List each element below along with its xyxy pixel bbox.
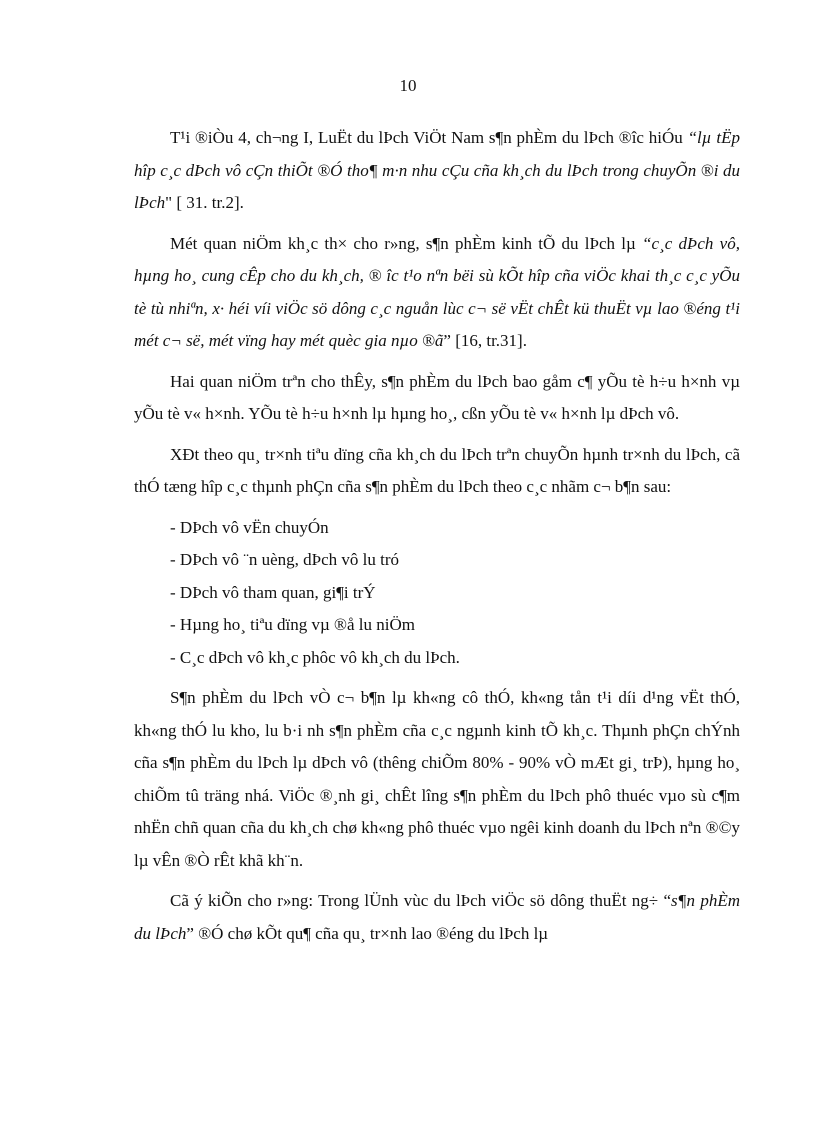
document-body (134, 122, 740, 958)
paragraph-characteristics: S¶n phÈm du lÞch vÒ c¬ b¶n lµ kh«ng cô thÓ, kh«ng tån t¹i díi d¹ng vËt thÓ, kh«ng thÓ lu kho, lu b·i nh s¶n phÈm cña c¸c ngµnh kinh tÕ kh¸c. Thµnh phÇn chÝnh cña s¶n phÈm du lÞch lµ dÞch vô (thêng chiÕm 80% - 90% vÒ mÆt gi¸ trÞ), hµng ho¸ chiÕm tû träng nhá. ViÖc ®¸nh gi¸ chÊt lîng s¶n phÈm du lÞch phô thuéc vµo sù c¶m nhËn chñ quan cña du kh¸ch chø kh«ng phô thuéc vµo ngêi kinh doanh du lÞch nªn ®©y lµ vÊn ®Ò rÊt khã kh¨n. (134, 688, 740, 870)
paragraph-text: T¹i ®iÒu 4, ch¬ng I, LuËt du lÞch ViÖt Nam s¶n phÈm du lÞch ®îc hiÓu (170, 128, 688, 147)
list-item: - C¸c dÞch vô kh¸c phôc vô kh¸ch du lÞch. (170, 647, 460, 667)
page-number: 10 (399, 76, 417, 95)
paragraph-other-view (134, 228, 740, 358)
paragraph-components-intro: XÐt theo qu¸ tr×nh tiªu dïng cña kh¸ch du lÞch trªn chuyÕn hµnh tr×nh du lÞch, cã thÓ tæng hîp c¸c thµnh phÇn cña s¶n phÈm du lÞch theo c¸c nhãm c¬ b¶n sau: (134, 444, 740, 496)
quoted-definition: “lµ tËp hîp c¸c dÞch vô cÇn thiÕt ®Ó tho¶ m·n nhu cÇu cña kh¸ch du lÞch trong chuyÕn ®i du lÞch (134, 128, 740, 212)
paragraph-text: ” ®Ó chø kÕt qu¶ cña qu¸ tr×nh lao ®éng du lÞch lµ (186, 923, 549, 943)
paragraph-summary: Hai quan niÖm trªn cho thÊy, s¶n phÈm du lÞch bao gåm c¶ yÕu tè h÷u h×nh vµ yÕu tè v« h×nh. YÕu tè h÷u h×nh lµ hµng ho¸, cßn yÕu tè v« h×nh lµ dÞch vô. (134, 371, 740, 423)
citation: ” [16, tr.31]. (443, 331, 527, 350)
paragraph-terminology (134, 885, 740, 950)
components-list (134, 512, 740, 675)
italic-term: s¶n phÈm du lÞch (134, 891, 740, 943)
paragraph-definition-law (134, 122, 740, 220)
citation: " [ 31. tr.2]. (165, 193, 244, 212)
paragraph-text: Mét quan niÖm kh¸c th× cho r»ng, s¶n phÈm kinh tÕ du lÞch lµ (170, 233, 643, 253)
list-item: - DÞch vô tham quan, gi¶i trÝ (170, 582, 376, 602)
list-item: - DÞch vô vËn chuyÓn (170, 517, 329, 537)
list-item: - Hµng ho¸ tiªu dïng vµ ®å lu niÖm (170, 615, 415, 634)
quoted-definition: “c¸c dÞch vô, hµng ho¸ cung cÊp cho du kh¸ch, ® îc t¹o nªn bëi sù kÕt hîp cña viÖc khai th¸c c¸c yÕu tè tù nhiªn, x· héi víi viÖc sö dông c¸c nguån lùc c¬ së vËt chÊt kü thuËt vµ lao ®éng t¹i mét c¬ së, mét vïng hay mét quèc gia nµo ®ã (134, 233, 740, 350)
list-item: - DÞch vô ¨n uèng, dÞch vô lu tró (170, 550, 400, 569)
paragraph-text: Cã ý kiÕn cho r»ng: Trong lÜnh vùc du lÞch viÖc sö dông thuËt ng÷ “ (170, 891, 671, 910)
